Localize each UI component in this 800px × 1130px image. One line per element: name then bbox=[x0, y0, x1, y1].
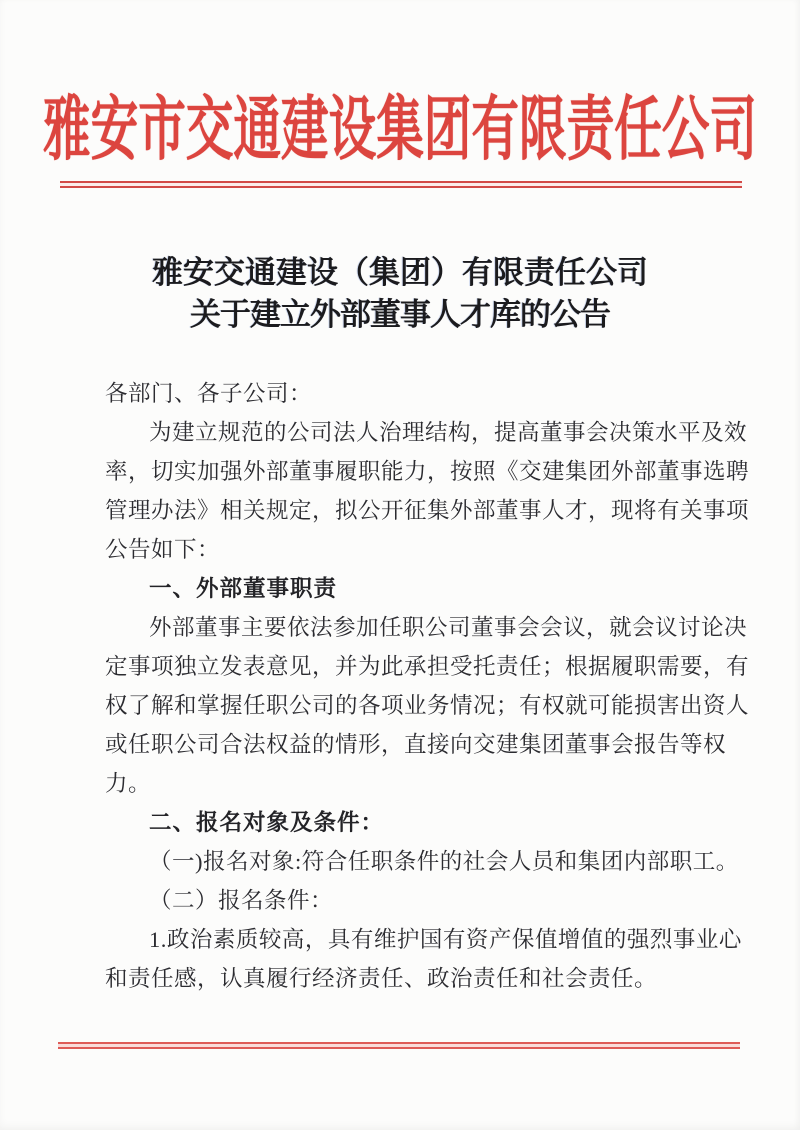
footer-double-rule bbox=[58, 1042, 740, 1049]
body-line: 率，切实加强外部董事履职能力，按照《交建集团外部董事选聘 bbox=[105, 459, 750, 484]
body-line: 公告如下： bbox=[105, 537, 221, 562]
document-title bbox=[0, 252, 800, 336]
section-heading-1: 一、外部董事职责 bbox=[149, 576, 338, 601]
body-line: 或任职公司合法权益的情形，直接向交建集团董事会报告等权 bbox=[105, 732, 727, 757]
document-title-line-2: 关于建立外部董事人才库的公告 bbox=[190, 297, 610, 332]
body-line: 力。 bbox=[105, 771, 152, 796]
body-line: 定事项独立发表意见，并为此承担受托责任；根据履职需要，有 bbox=[105, 654, 750, 679]
letterhead bbox=[0, 92, 800, 169]
document-title-line-1: 雅安交通建设（集团）有限责任公司 bbox=[152, 255, 648, 290]
body-line: 权了解和掌握任职公司的各项业务情况；有权就可能损害出资人 bbox=[105, 693, 750, 718]
body-line: 外部董事主要依法参加任职公司董事会会议，就会议讨论决 bbox=[149, 615, 748, 640]
body-line: （二）报名条件： bbox=[149, 888, 334, 913]
letterhead-company-name: 雅安市交通建设集团有限责任公司 bbox=[43, 92, 757, 169]
body-line: 和责任感，认真履行经济责任、政治责任和社会责任。 bbox=[105, 966, 658, 991]
body-line: 管理办法》相关规定，拟公开征集外部董事人才，现将有关事项 bbox=[105, 498, 750, 523]
document-body bbox=[105, 374, 755, 998]
header-double-rule bbox=[60, 181, 742, 188]
body-line: （一)报名对象:符合任职条件的社会人员和集团内部职工。 bbox=[149, 849, 739, 874]
body-line: 为建立规范的公司法人治理结构，提高董事会决策水平及效 bbox=[149, 420, 748, 445]
salutation: 各部门、各子公司： bbox=[105, 381, 313, 406]
section-heading-2: 二、报名对象及条件： bbox=[149, 810, 385, 835]
body-line: 1.政治素质较高，具有维护国有资产保值增值的强烈事业心 bbox=[149, 927, 742, 952]
